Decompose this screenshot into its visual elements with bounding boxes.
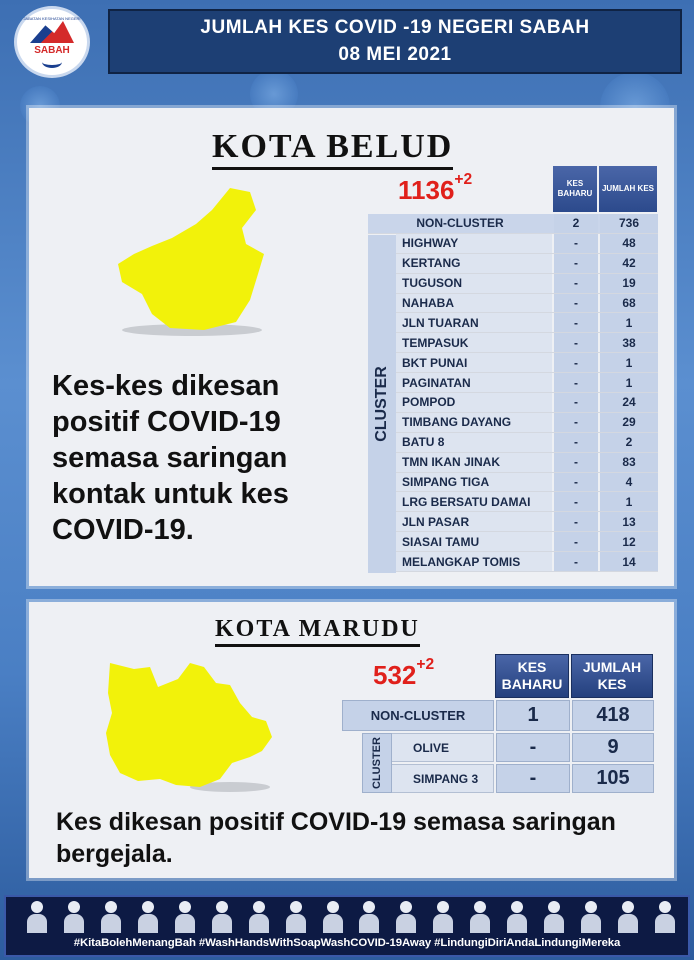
row-kes-baharu: - <box>554 274 598 293</box>
row-kes-baharu: - <box>554 433 598 452</box>
footer-banner <box>4 895 690 957</box>
table-row <box>396 473 658 493</box>
person-icon <box>26 901 48 933</box>
table-row <box>396 393 658 413</box>
sabah-health-logo <box>14 6 90 78</box>
row-jumlah: 38 <box>600 333 658 352</box>
row-jumlah: 2 <box>600 433 658 452</box>
people-illustration <box>26 901 676 933</box>
cluster-label: CLUSTER <box>362 733 392 793</box>
table-row <box>396 294 658 314</box>
row-jumlah: 105 <box>572 764 654 793</box>
row-jumlah: 12 <box>600 532 658 551</box>
row-name: NON-CLUSTER <box>342 700 494 731</box>
table-row <box>396 532 658 552</box>
row-kes-baharu: - <box>554 294 598 313</box>
row-jumlah: 1 <box>600 353 658 372</box>
row-jumlah: 1 <box>600 313 658 332</box>
row-kes-baharu: - <box>554 373 598 392</box>
row-name: SIMPANG TIGA <box>396 473 552 492</box>
kota-belud-new-cases: +2 <box>454 171 473 188</box>
row-name: HIGHWAY <box>396 234 552 253</box>
row-name: BKT PUNAI <box>396 353 552 372</box>
row-name: KERTANG <box>396 254 552 273</box>
row-kes-baharu: - <box>496 764 570 793</box>
person-icon <box>248 901 270 933</box>
table-row <box>396 373 658 393</box>
row-jumlah: 68 <box>600 294 658 313</box>
row-jumlah: 1 <box>600 373 658 392</box>
table-row <box>362 764 654 793</box>
table-row <box>396 492 658 512</box>
row-kes-baharu: 2 <box>554 214 598 233</box>
kota-belud-description: Kes-kes dikesan positif COVID-19 semasa saringan kontak untuk kes COVID-19. <box>52 370 289 546</box>
row-name: MELANGKAP TOMIS <box>396 552 552 571</box>
row-name: SIMPANG 3 <box>376 764 494 793</box>
row-jumlah: 24 <box>600 393 658 412</box>
table-row <box>396 333 658 353</box>
person-icon <box>543 901 565 933</box>
kota-marudu-total-value: 532 <box>373 660 417 690</box>
page-title <box>108 9 682 74</box>
person-icon <box>63 901 85 933</box>
row-name: BATU 8 <box>396 433 552 452</box>
row-kes-baharu: - <box>554 552 598 571</box>
kota-belud-total-value: 1136 <box>398 175 455 205</box>
swoosh-icon <box>42 56 62 68</box>
col-kes-baharu-header: KES BAHARU <box>553 166 597 212</box>
person-icon <box>211 901 233 933</box>
row-jumlah: 42 <box>600 254 658 273</box>
kota-marudu-total <box>373 656 435 691</box>
row-jumlah: 13 <box>600 512 658 531</box>
row-name: TEMPASUK <box>396 333 552 352</box>
kota-belud-total <box>398 171 473 206</box>
table-row <box>362 733 654 762</box>
person-icon <box>580 901 602 933</box>
col-jumlah-kes-header: JUMLAH KES <box>571 654 653 698</box>
row-name: TIMBANG DAYANG <box>396 413 552 432</box>
row-jumlah: 418 <box>572 700 654 731</box>
table-row <box>396 234 658 254</box>
row-jumlah: 29 <box>600 413 658 432</box>
person-icon <box>469 901 491 933</box>
person-icon <box>285 901 307 933</box>
row-name: PAGINATAN <box>396 373 552 392</box>
row-jumlah: 48 <box>600 234 658 253</box>
table-row <box>396 512 658 532</box>
table-row <box>396 413 658 433</box>
col-jumlah-kes-header: JUMLAH KES <box>599 166 657 212</box>
kota-marudu-map <box>100 655 280 795</box>
person-icon <box>100 901 122 933</box>
row-kes-baharu: - <box>554 492 598 511</box>
row-name: JLN TUARAN <box>396 313 552 332</box>
row-jumlah: 83 <box>600 453 658 472</box>
kota-belud-table <box>368 214 658 572</box>
row-kes-baharu: - <box>554 333 598 352</box>
table-row <box>396 353 658 373</box>
row-jumlah: 4 <box>600 473 658 492</box>
person-icon <box>174 901 196 933</box>
person-icon <box>654 901 676 933</box>
person-icon <box>432 901 454 933</box>
person-icon <box>506 901 528 933</box>
row-kes-baharu: - <box>554 353 598 372</box>
person-icon <box>395 901 417 933</box>
table-row <box>396 433 658 453</box>
row-kes-baharu: 1 <box>496 700 570 731</box>
row-kes-baharu: - <box>554 512 598 531</box>
hashtags: #KitaBolehMenangBah #WashHandsWithSoapWashCOVID-19Away #LindungiDiriAndaLindungiMereka <box>73 937 621 949</box>
table-row-non-cluster <box>368 214 658 234</box>
row-name: TMN IKAN JINAK <box>396 453 552 472</box>
logo-text: SABAH <box>34 45 70 56</box>
table-row <box>396 254 658 274</box>
row-name: TUGUSON <box>396 274 552 293</box>
row-kes-baharu: - <box>554 313 598 332</box>
row-kes-baharu: - <box>554 393 598 412</box>
kota-belud-map <box>112 182 270 338</box>
row-jumlah: 14 <box>600 552 658 571</box>
row-name: SIASAI TAMU <box>396 532 552 551</box>
kota-belud-title: KOTA BELUD <box>212 128 453 170</box>
table-row <box>396 313 658 333</box>
row-name: OLIVE <box>376 733 494 762</box>
kota-marudu-title: KOTA MARUDU <box>215 616 420 647</box>
person-icon <box>358 901 380 933</box>
title-line-1: JUMLAH KES COVID -19 NEGERI SABAH <box>200 16 590 38</box>
col-kes-baharu-header: KES BAHARU <box>495 654 569 698</box>
table-row <box>396 453 658 473</box>
table-row-non-cluster <box>342 700 654 731</box>
kota-marudu-description: Kes dikesan positif COVID-19 semasa saringan bergejala. <box>56 808 616 868</box>
row-name: NAHABA <box>396 294 552 313</box>
row-kes-baharu: - <box>554 473 598 492</box>
kota-marudu-new-cases: +2 <box>416 656 435 673</box>
row-name: LRG BERSATU DAMAI <box>396 492 552 511</box>
logo-small-text: JABATAN KESIHATAN NEGERI <box>23 16 81 21</box>
row-kes-baharu: - <box>554 254 598 273</box>
row-name: NON-CLUSTER <box>416 216 504 231</box>
row-jumlah: 19 <box>600 274 658 293</box>
row-jumlah: 9 <box>572 733 654 762</box>
row-name: JLN PASAR <box>396 512 552 531</box>
row-jumlah: 1 <box>600 492 658 511</box>
row-jumlah: 736 <box>600 214 658 233</box>
person-icon <box>137 901 159 933</box>
title-date: 08 MEI 2021 <box>338 43 452 65</box>
row-kes-baharu: - <box>554 453 598 472</box>
person-icon <box>617 901 639 933</box>
row-kes-baharu: - <box>554 234 598 253</box>
row-name: POMPOD <box>396 393 552 412</box>
row-kes-baharu: - <box>554 532 598 551</box>
table-row <box>396 274 658 294</box>
mountain-icon <box>30 21 74 43</box>
cluster-label: CLUSTER <box>368 235 396 573</box>
table-row <box>396 552 658 572</box>
row-kes-baharu: - <box>496 733 570 762</box>
person-icon <box>322 901 344 933</box>
row-kes-baharu: - <box>554 413 598 432</box>
